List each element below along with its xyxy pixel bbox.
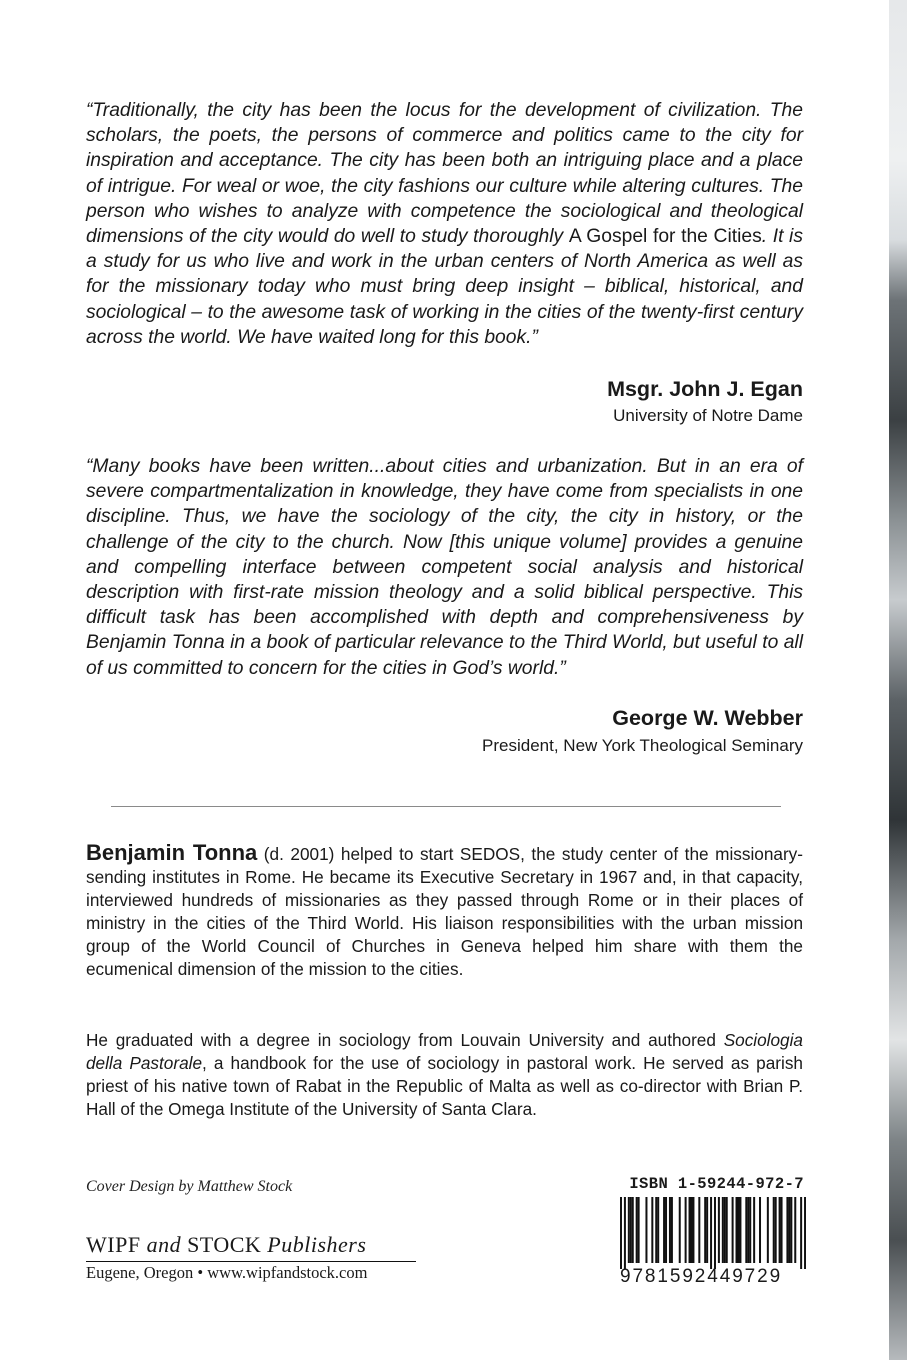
barcode-bar <box>794 1197 796 1263</box>
barcode-bar <box>737 1197 739 1263</box>
publisher-location: Eugene, Oregon • www.wipfandstock.com <box>86 1263 368 1282</box>
bio-paragraph-1-text: (d. 2001) helped to start SEDOS, the study center of the missionary-sending institutes in Rome. He became its Executive Secretary in 1967 and, in that capacity, interviewed hundreds of missionaries as they passed through Rome or in their places of ministry in the cities of the Third World. His liaison responsibilities with the urban mission group of the World Council of Churches in Geneva helped him share with them the ecumenical dimension of the mission to the cities. <box>86 844 803 979</box>
isbn-barcode <box>620 1197 806 1269</box>
barcode-bar <box>747 1197 749 1263</box>
bio-book-title: Sociologia della Pastorale <box>86 1030 803 1073</box>
author-bio-paragraph-2 <box>86 1029 803 1121</box>
barcode-bar <box>706 1197 708 1263</box>
barcode-bar <box>718 1197 720 1263</box>
barcode-bar <box>620 1197 622 1269</box>
barcode-bar <box>657 1197 659 1263</box>
barcode-bar <box>710 1197 712 1269</box>
cover-design-credit: Cover Design by Matthew Stock <box>86 1178 293 1195</box>
barcode-bar <box>665 1197 667 1263</box>
quote-2-author: George W. Webber <box>612 706 803 730</box>
barcode-bar <box>786 1197 788 1263</box>
barcode-bar <box>788 1197 790 1263</box>
barcode-bar <box>745 1197 747 1263</box>
author-name: Benjamin Tonna <box>86 840 258 865</box>
barcode-bar <box>689 1197 691 1263</box>
isbn-barcode-digits: 9781592449729 <box>620 1266 783 1287</box>
barcode-bar <box>753 1197 755 1263</box>
quote-1-book-title: A Gospel for the Cities <box>568 226 762 248</box>
barcode-bar <box>781 1197 783 1263</box>
endorsement-quote-2: “Many books have been written...about cities and urbanization. But in an era of severe compartmentalization in knowledge, they have come from specialists in one discipline. Thus, we have the sociology of the city, the city in history, or the challenge of the city to the church. Now [this unique volume] provides a genuine and compelling interface between competent social analysis and historical description with first-rate mission theology and a solid biblical perspective. This difficult task has been accomplished with depth and comprehensiveness by Benjamin Tonna in a book of particular relevance to the Third World, but useful to all of us committed to concern for the cities in God’s world.” <box>86 456 803 679</box>
barcode-bar <box>671 1197 673 1263</box>
barcode-bar <box>624 1197 626 1269</box>
barcode-bar <box>739 1197 741 1263</box>
barcode-bar <box>714 1197 716 1269</box>
isbn-label: ISBN 1-59244-972-7 <box>629 1175 804 1193</box>
barcode-bar <box>669 1197 671 1263</box>
endorsement-quote-1 <box>86 98 803 350</box>
publisher-name <box>86 1232 416 1262</box>
barcode-bar <box>767 1197 769 1263</box>
barcode-bar <box>628 1197 630 1263</box>
barcode-bar <box>800 1197 802 1269</box>
barcode-bar <box>679 1197 681 1263</box>
barcode-bar <box>726 1197 728 1263</box>
barcode-bar <box>775 1197 777 1263</box>
barcode-bar <box>638 1197 640 1263</box>
quote-1-text-part-b: . It is a study for us who live and work in the urban centers of North America as well as for the missionary today who must bring deep insight – biblical, historical, and sociological – to the awesome task of working in the cities of the twenty-first century across the world. We have waited long for this book.” <box>86 226 803 348</box>
barcode-bar <box>779 1197 781 1263</box>
barcode-bar <box>692 1197 694 1263</box>
barcode-bar <box>759 1197 761 1263</box>
publisher-name-and: and <box>146 1232 182 1257</box>
barcode-bar <box>724 1197 726 1263</box>
barcode-bar <box>630 1197 632 1263</box>
barcode-bar <box>732 1197 734 1263</box>
publisher-name-publishers: Publishers <box>267 1232 367 1257</box>
barcode-bar <box>698 1197 700 1263</box>
barcode-bar <box>736 1197 738 1263</box>
barcode-bar <box>655 1197 657 1263</box>
barcode-bar <box>704 1197 706 1263</box>
barcode-bar <box>645 1197 647 1263</box>
barcode-bar <box>651 1197 653 1263</box>
quote-1-text-part-a: “Traditionally, the city has been the locus for the development of civilization. The scholars, the poets, the persons of commerce and politics came to the city for inspiration and acceptance. The city has been both an intriguing place and a place of intrigue. For weal or woe, the city fashions our culture while altering cultures. The person who wishes to analyze with competence the sociological and theological dimensions of the city would do well to study thoroughly <box>86 100 803 248</box>
bio-paragraph-2-text-b: , a handbook for the use of sociology in pastoral work. He served as parish priest of his native town of Rabat in the Republic of Malta as well as co-director with Brian P. Hall of the Omega Institute of the University of Santa Clara. <box>86 1052 803 1119</box>
quote-1-author: Msgr. John J. Egan <box>607 377 803 401</box>
barcode-bar <box>790 1197 792 1263</box>
barcode-bar <box>632 1197 634 1263</box>
barcode-bar <box>749 1197 751 1263</box>
barcode-bar <box>722 1197 724 1263</box>
publisher-name-stock: STOCK <box>181 1232 268 1257</box>
barcode-bar <box>685 1197 687 1263</box>
section-divider <box>111 806 781 807</box>
author-bio-paragraph-1 <box>86 842 803 980</box>
barcode-bar <box>773 1197 775 1263</box>
barcode-bar <box>690 1197 692 1263</box>
quote-2-affiliation: President, New York Theological Seminary <box>482 736 803 755</box>
barcode-bar <box>663 1197 665 1263</box>
bio-paragraph-2-text-a: He graduated with a degree in sociology from Louvain University and authored <box>86 1030 724 1050</box>
barcode-bar <box>636 1197 638 1263</box>
publisher-name-wipf: WIPF <box>86 1232 147 1257</box>
cover-photo-strip <box>889 0 907 1360</box>
barcode-bar <box>804 1197 806 1269</box>
quote-1-affiliation: University of Notre Dame <box>613 406 803 425</box>
